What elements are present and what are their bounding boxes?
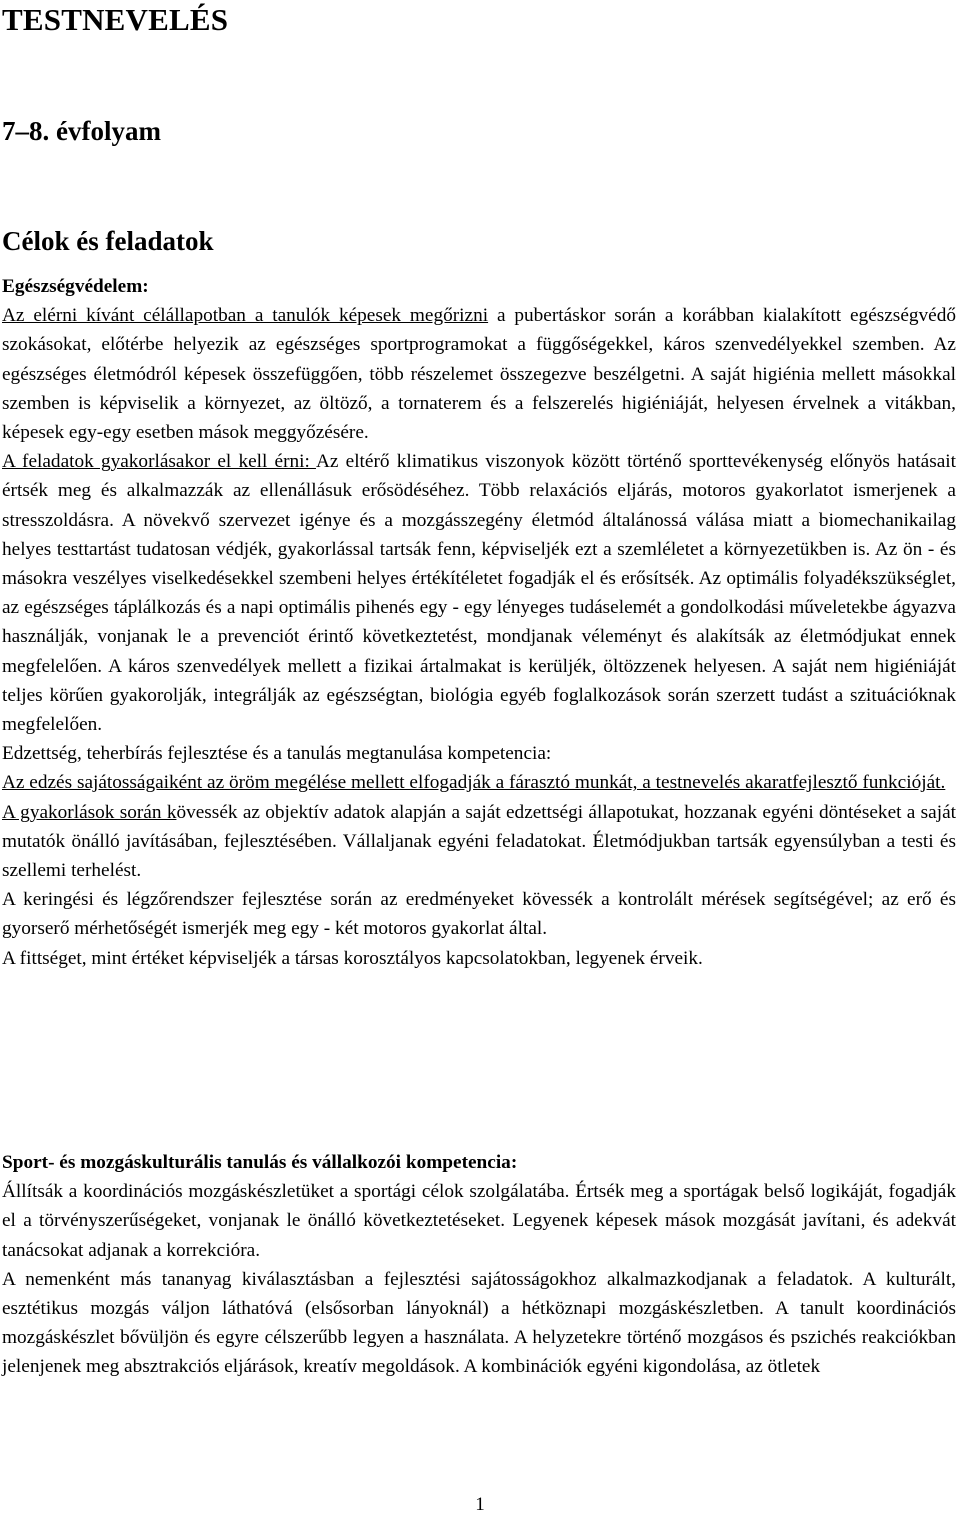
health-paragraph-2 [2,447,956,739]
health-underlined-lead: Az elérni kívánt célállapotban a tanulók képesek megőrizni [2,305,489,327]
health-heading: Egészségvédelem: [2,276,149,297]
grade-heading: 7–8. évfolyam [2,116,161,146]
section-title: Célok és feladatok [2,226,214,256]
page-number: 1 [475,1494,485,1515]
fitness-paragraph-4: A fittséget, mint értéket képviseljék a társas korosztályos kapcsolatokban, legyenek érveik. [2,947,703,969]
fitness-paragraph-2-text: övessék az objektív adatok alapján a saját edzettségi állapotukat, hozzanak egyéni döntéseket a saját mutatók önálló javításában, fejlesztésében. Vállaljanak egyéni feladatokat. Életmódjukban tartsák egyensúlyban a testi és szellemi terhelést. [2,801,957,882]
fitness-paragraph-3: A keringési és légzőrendszer fejlesztése során az eredményeket kövessék a kontrolált mérések segítségével; az erő és gyorserő mérhetőségét ismerjék meg egy - két motoros gyakorlat által. [2,889,956,940]
health-paragraph-1 [2,301,956,447]
health-paragraph-1-text: a pubertáskor során a korábban kialakított egészségvédő szokásokat, előtérbe helyezik az egészséges sportprogramokat a függőségekkel, káros szenvedélyekkel szemben. Az egészséges életmódról képesek összefüggően, több részelemet összegezve beszélgetni. A saját higiénia mellett másokkal szemben is képviselik a környezet, az öltöző, a tornaterem és a felszerelés higiéniáját, helyesen érvelnek a vitákban, képesek egy-egy esetben mások meggyőzésére. [2,305,956,444]
fitness-heading: Edzettség, teherbírás fejlesztése és a tanulás megtanulása kompetencia: [2,743,552,765]
fitness-paragraph-2 [2,798,956,886]
sport-heading: Sport- és mozgáskulturális tanulás és vállalkozói kompetencia: [2,1152,518,1173]
health-section [2,272,956,973]
health-paragraph-2-text: Az eltérő klimatikus viszonyok között történő sporttevékenység előnyös hatásait értsék meg és alkalmazzák az ellenállásuk erősödéséhez. Több relaxációs eljárás, motoros gyakorlatot ismerjenek a stresszoldásra. A növekvő szervezet igénye és a mozgásszegény életmód általánossá válása miatt a biomechanikailag helyes testtartást tudatosan védjék, gyakorlással tartsák fenn, képviseljék ezt a szemléletet a környezetükben is. Az ön - és másokra veszélyes viselkedésekkel szembeni helyes értékítéletet fogadják el és erősítsék. Az optimális folyadékszükséglet, az egészséges táplálkozás és a napi optimális pihenés egy - egy lényeges tudáselemét a gondolkodási műveletekbe ágyazva használják, vonjanak le a prevenciót érintő következtetést, mondjanak véleményt és alakítsák az életmódjukat ennek megfelelően. A káros szenvedélyek mellett a fizikai ártalmakat is kerüljék, öltözzenek helyesen. A saját nem higiéniáját teljes körűen gyakorolják, integrálják az egészségtan, biológia egyéb foglalkozások során szerzett tudást a szituációknak megfelelően. [2,451,956,736]
fitness-paragraph-1: Az edzés sajátosságaiként az öröm megélése mellett elfogadják a fárasztó munkát, a testnevelés akaratfejlesztő funkcióját. [2,772,946,794]
health-underlined-tasks: A feladatok gyakorlásakor el kell érni: [2,451,316,473]
sport-paragraph-1: Állítsák a koordinációs mozgáskészletüket a sportági célok szolgálatába. Értsék meg a sportágak belső logikáját, fogadják el a törvényszerűségeket, vonjanak le önálló következtetéseket. Legyenek képesek mások mozgását javítani, és adekvát tanácsokat adjanak a korrekcióra. [2,1181,956,1261]
sport-paragraph-2: A nemenként más tananyag kiválasztásban a fejlesztési sajátosságokhoz alkalmazkodjanak a feladatok. A kulturált, esztétikus mozgás váljon láthatóvá (elsősorban lányoknál) a hétköznapi mozgáskészletben. A tanult koordinációs mozgáskészlet bővüljön és egyre célszerűbb legyen a használata. A helyzetekre történő mozgásos és pszichés reakciókban jelenjenek meg absztrakciós eljárások, kreatív megoldások. A kombinációk egyéni kigondolása, az ötletek [2,1268,956,1378]
document-title: TESTNEVELÉS [2,2,229,37]
fitness-underlined-lead: A gyakorlások során k [2,801,177,823]
sport-section [2,1148,956,1382]
